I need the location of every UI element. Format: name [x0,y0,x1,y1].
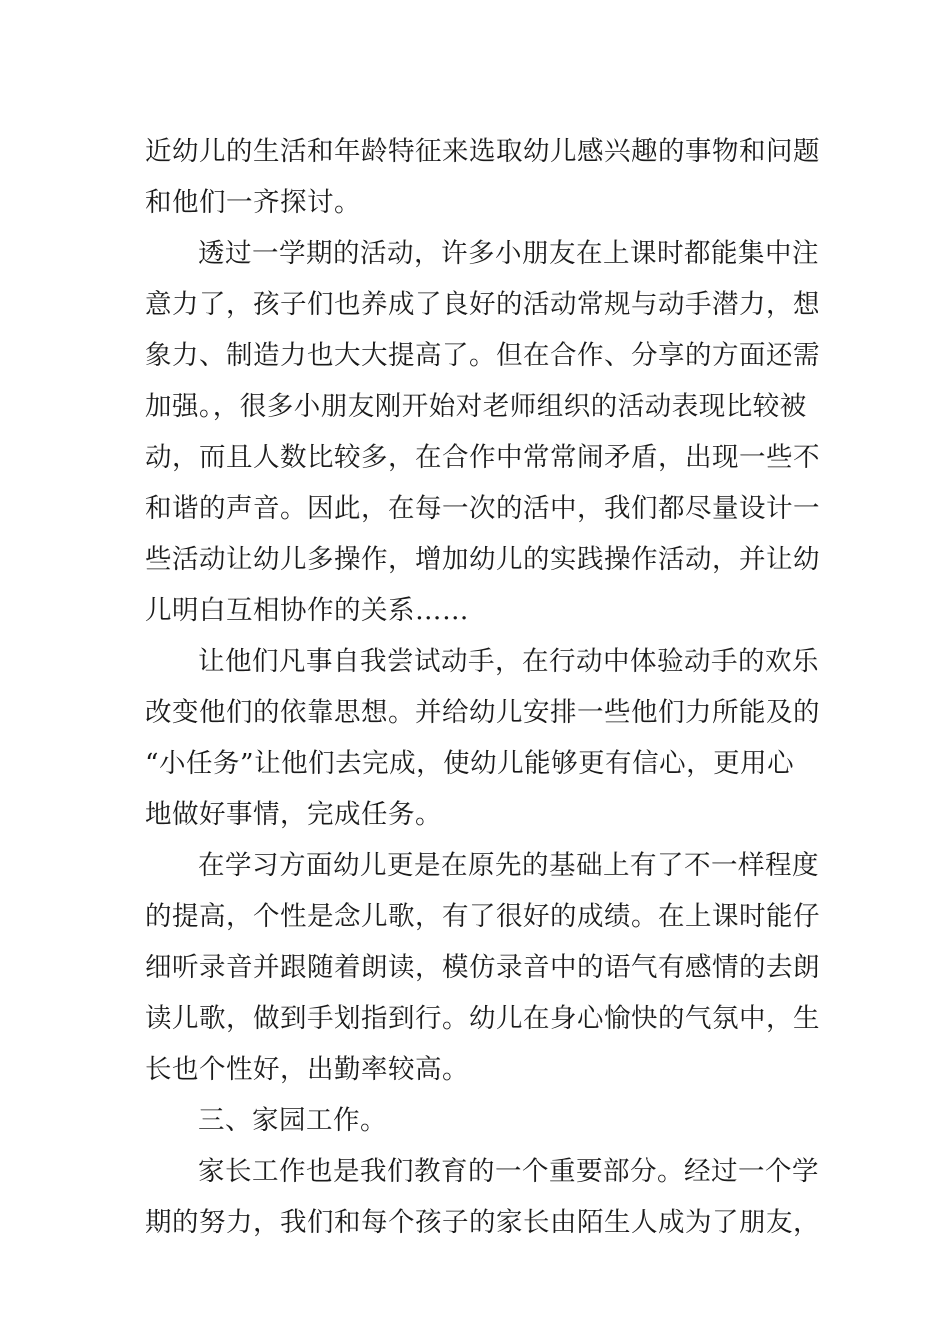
text-line: 期的努力，我们和每个孩子的家长由陌生人成为了朋友， [145,1207,820,1238]
text-line: 近幼儿的生活和年龄特征来选取幼儿感兴趣的事物和问题 [145,136,820,167]
text-line: 地做好事情，完成任务。 [145,799,442,830]
text-line: 意力了，孩子们也养成了良好的活动常规与动手潜力，想 [145,289,820,320]
text-line: 改变他们的依靠思想。并给幼儿安排一些他们力所能及的 [145,697,820,728]
text-line: 加强。，很多小朋友刚开始对老师组织的活动表现比较被 [145,391,807,422]
text-line: 和谐的声音。因此，在每一次的活中，我们都尽量设计一 [145,493,820,524]
text-line: 细听录音并跟随着朗读，模仿录音中的语气有感情的去朗 [145,952,820,983]
text-line: 动，而且人数比较多，在合作中常常闹矛盾，出现一些不 [145,442,820,473]
text-line: “小任务”让他们去完成，使幼儿能够更有信心，更用心 [145,748,795,779]
text-line: 儿明白互相协作的关系…… [145,595,469,626]
text-line: 的提高，个性是念儿歌，有了很好的成绩。在上课时能仔 [145,901,820,932]
section-heading: 三、家园工作。 [198,1105,387,1136]
paragraph-first-line: 家长工作也是我们教育的一个重要部分。经过一个学 [198,1156,819,1187]
text-line: 和他们一齐探讨。 [145,187,361,218]
paragraph-first-line: 在学习方面幼儿更是在原先的基础上有了不一样程度 [198,850,819,881]
text-line: 长也个性好，出勤率较高。 [145,1054,469,1085]
paragraph-first-line: 让他们凡事自我尝试动手，在行动中体验动手的欢乐 [198,646,819,677]
text-line: 些活动让幼儿多操作，增加幼儿的实践操作活动，并让幼 [145,544,820,575]
paragraph-first-line: 透过一学期的活动，许多小朋友在上课时都能集中注 [198,238,819,269]
document-body [145,126,820,1248]
text-line: 象力、制造力也大大提高了。但在合作、分享的方面还需 [145,340,820,371]
text-line: 读儿歌，做到手划指到行。幼儿在身心愉快的气氛中，生 [145,1003,820,1034]
